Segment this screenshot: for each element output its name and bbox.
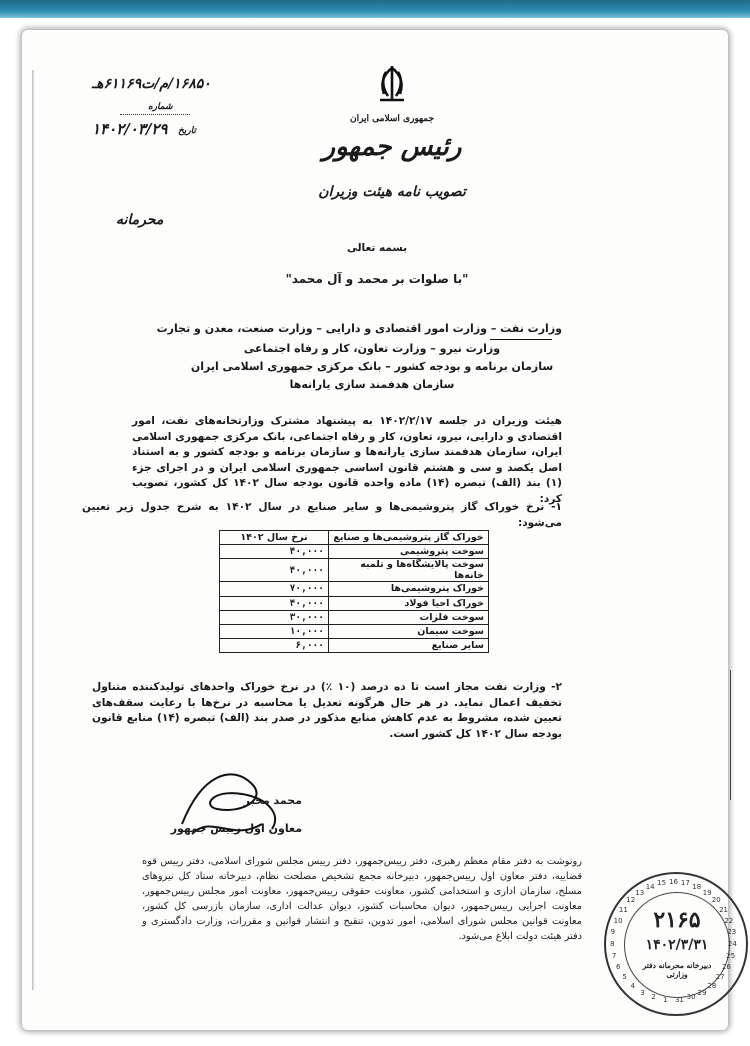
page-edge-shadow: [32, 70, 35, 990]
stamp-caption: دبیرخانه محرمانه دفتر وزارتی: [642, 961, 712, 979]
item-1-text: ۱- نرخ خوراک گاز پتروشیمی‌ها و سایر صنایع در سال ۱۴۰۲ به شرح جدول زیر تعیین می‌شود:: [82, 501, 562, 529]
stamp-day-tick: 17: [680, 879, 690, 888]
letter-date: ۱۴۰۲/۰۳/۲۹: [92, 120, 168, 138]
table-header-row: [220, 531, 489, 545]
table-cell-item: سایر صنایع: [329, 639, 489, 653]
top-accent-bar: [0, 0, 750, 18]
stamp-day-tick: 4: [630, 981, 636, 990]
table-cell-rate: ۱۰,۰۰۰: [220, 624, 329, 638]
stamp-day-tick: 18: [692, 882, 702, 891]
document-title: تصویب نامه هیئت وزیران: [318, 184, 466, 200]
table-row: [220, 596, 489, 610]
stamp-day-tick: 2: [651, 993, 656, 1002]
number-label: شماره: [148, 102, 173, 112]
stamp-day-tick: 16: [669, 878, 678, 886]
stamp-day-tick: 19: [702, 888, 712, 897]
table-cell-item: سوخت سیمان: [329, 624, 489, 638]
stamp-day-tick: 13: [635, 888, 645, 897]
stamp-day-tick: 26: [721, 962, 731, 971]
table-cell-rate: ۷۰,۰۰۰: [220, 582, 329, 596]
table-cell-item: سوخت فلزات: [329, 610, 489, 624]
underline-mark: [490, 339, 552, 340]
stamp-day-tick: 14: [645, 882, 655, 891]
number-line: [120, 114, 190, 115]
office-title: رئیس جمهور: [322, 132, 462, 162]
recipient-line-4: سازمان هدفمند سازی یارانه‌ها: [289, 378, 455, 391]
basmala: بسمه تعالی: [346, 242, 408, 254]
table-row: [220, 582, 489, 596]
date-label: تاریخ: [178, 126, 196, 136]
table-header-item: خوراک گاز پتروشیمی‌ها و صنایع: [329, 531, 489, 545]
stamp-day-tick: 15: [657, 879, 667, 888]
stamp-day-tick: 31: [674, 995, 684, 1004]
country-name: جمهوری اسلامی ایران: [349, 114, 435, 124]
table-row: [220, 639, 489, 653]
salawat: "با صلوات بر محمد و آل محمد": [285, 272, 469, 286]
intro-paragraph: هیئت وزیران در جلسه ۱۴۰۲/۲/۱۷ به پیشنهاد مشترک وزارتخانه‌های نفت، امور اقتصادی و دارایی، نیرو، تعاون، کار و رفاه اجتماعی، بانک مرکزی جمهوری اسلامی ایران، سازمان هدفمند سازی یارانه‌ها و سازمان برنامه و بودجه کشور و به استناد اصل یکصد و سی و هشتم قانون اساسی جمهوری اسلامی ایران و در اجرای جزء (۱) بند (الف) تبصره (۱۴) ماده واحده قانون بودجه سال ۱۴۰۲ کل کشور، تصویب کرد:: [132, 415, 562, 505]
scanned-document: [22, 30, 737, 1030]
stamp-day-tick: 11: [618, 905, 628, 914]
table-cell-item: خوراک پتروشیمی‌ها: [329, 582, 489, 596]
stamp-day-tick: 24: [727, 939, 737, 948]
classification-label: محرمانه: [116, 212, 164, 228]
table-cell-item: سوخت پالایشگاه‌ها و تلمبه خانه‌ها: [329, 559, 489, 582]
stamp-day-tick: 25: [726, 951, 736, 960]
table-cell-rate: ۶,۰۰۰: [220, 639, 329, 653]
stamp-day-tick: 3: [640, 988, 645, 997]
stamp-day-tick: 10: [613, 916, 623, 925]
stamp-day-tick: 12: [626, 896, 636, 905]
stamp-day-tick: 28: [707, 981, 717, 990]
table-row: [220, 559, 489, 582]
table-cell-rate: ۴۰,۰۰۰: [220, 545, 329, 559]
recipient-line-2: وزارت نیرو – وزارت تعاون، کار و رفاه اجتماعی: [243, 342, 501, 355]
stamp-day-tick: 5: [622, 973, 627, 982]
table-header-rate: نرخ سال ۱۴۰۲: [220, 531, 329, 545]
letter-number: ۱۶۸۵۰/م/ت۶۱۱۶۹هـ: [92, 76, 211, 92]
table-row: [220, 610, 489, 624]
stamp-day-tick: 20: [711, 896, 721, 905]
stamp-day-tick: 29: [697, 988, 707, 997]
item-2-text: ۲- وزارت نفت مجاز است تا ده درصد (۱۰ ٪) در نرخ خوراک واحدهای تولیدکننده متناول تخفیف اعمال نماید. در هر حال هرگونه تعدیل یا محاسبه در نرخ‌ها با رعایت سقف‌های تعیین شده، مشروط به عدم کاهش منابع مذکور در صدر بند (الف) تبصره (۱۴) منابع قانون بودجه سال ۱۴۰۲ کل کشور است.: [92, 681, 563, 740]
recipient-line-1: وزارت نفت – وزارت امور اقتصادی و دارایی – وزارت صنعت، معدن و تجارت: [156, 322, 562, 335]
stamp-day-tick: 6: [616, 962, 621, 971]
stamp-day-tick: 22: [724, 916, 734, 925]
table-cell-rate: ۴۰,۰۰۰: [220, 559, 329, 582]
distribution-list: رونوشت به دفتر مقام معظم رهبری، دفتر رییس‌جمهور، دفتر رییس مجلس شورای اسلامی، دفتر رییس قوه قضاییه، دفتر معاون اول رییس‌جمهور، دبیرخانه مجمع تشخیص مصلحت نظام، دبیرخانه ستاد کل نیروهای مسلح، سازمان اداری و استخدامی کشور، معاونت حقوقی رییس‌جمهور، معاونت امور مجلس رییس‌جمهور، معاونت اجرایی رییس‌جمهور، دیوان محاسبات کشور، دیوان عدالت اداری، سازمان بازرسی کل کشور، معاونت قوانین مجلس شورای اسلامی، امور تدوین، تنقیح و انتشار قوانین و مقررات، وزارت دادگستری و دفتر هیئت دولت ابلاغ می‌شود.: [142, 856, 582, 942]
stamp-inner-ring: [624, 892, 730, 998]
table-cell-rate: ۳۰,۰۰۰: [220, 610, 329, 624]
signatory-role: معاون اول رییس جمهور: [170, 822, 302, 835]
stamp-day-tick: 8: [610, 939, 615, 948]
emblem-icon: [374, 64, 410, 104]
margin-line: [730, 670, 731, 800]
stamp-day-tick: 9: [610, 928, 616, 937]
signatory-name: محمد مخبر: [243, 794, 302, 807]
stamp-day-tick: 1: [663, 995, 668, 1004]
recipient-line-3: سازمان برنامه و بودجه کشور – بانک مرکزی جمهوری اسلامی ایران: [190, 360, 554, 373]
table-row: [220, 545, 489, 559]
table-cell-rate: ۴۰,۰۰۰: [220, 596, 329, 610]
registry-stamp: [604, 872, 748, 1016]
stamp-number: ۲۱۶۵: [653, 907, 701, 933]
stamp-date: ۱۴۰۲/۳/۳۱: [645, 937, 709, 953]
table-cell-item: خوراک احیا فولاد: [329, 596, 489, 610]
table-row: [220, 624, 489, 638]
stamp-day-tick: 21: [719, 905, 728, 914]
feedstock-rate-table: [219, 530, 489, 653]
stamp-day-tick: 30: [686, 993, 696, 1002]
stamp-day-tick: 7: [611, 951, 617, 960]
stamp-day-tick: 23: [727, 928, 737, 937]
stamp-day-tick: 27: [715, 973, 725, 982]
table-cell-item: سوخت پتروشیمی: [329, 545, 489, 559]
